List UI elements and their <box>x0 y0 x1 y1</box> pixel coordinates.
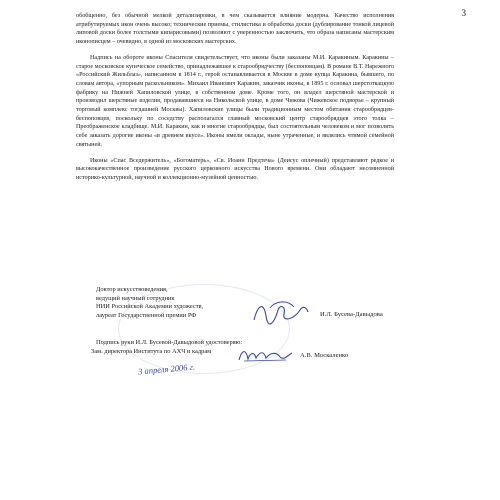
signer-institution: НИИ Российской Академии художеств, <box>96 303 204 310</box>
verification-line-2: Зам. директора Института по АХЧ и кадрам <box>91 348 212 355</box>
page-number: 3 <box>461 8 466 18</box>
signer-award: лауреат Государственной премии РФ <box>96 311 197 319</box>
document-body <box>76 12 394 190</box>
signer-name: И.Л. Бусева-Давыдова <box>320 311 383 318</box>
verifier-name: А.В. Москаленко <box>300 352 349 359</box>
handwritten-signature-1 <box>250 298 312 328</box>
paragraph-3: Иконы «Спас Вседержитель», «Богоматерь», «Св. Иоанн Предтеча» (Деисус оплечный) представляют редкое и высококачественное произведение русского церковного искусства Нового времени. Они обладают несомненной историко-культурной, научной и коллекционно-музейной ценностью. <box>76 157 394 181</box>
signer-position: ведущий научный сотрудник <box>96 294 175 302</box>
signer-degree: Доктор искусствоведения, <box>96 286 168 293</box>
handwritten-signature-2 <box>236 345 294 365</box>
handwritten-date: 3 апреля 2006 г. <box>137 361 196 377</box>
paragraph-2: Надпись на обороте иконы Спасителя свидетельствует, что иконы были заказаны М.И. Каракиным. Каракины – старое московское купеческое семейство, принадлежавшее к старообрядчеству (беспоповцам). В романе В.Т. Нарежного «Российский Жильблаз», написанном в 1814 г., герой останавливается в Москве в доме купца Каракина, бывшего, по словам автора, «упорным раскольником». Михаил Иванович Каракин, заказчик иконы, в 1895 г. основал шерстоткацкую фабрику на Нижней Хапиловской улице, в собственном доме. Кроме того, он владел шерстяной мастерской и производил шерстяные изделия, продававшиеся на Никольской улице, в доме Чижова (Чижевское подворье – крупный торговый комплекс тогдашней Москвы). Хапиловские улицы были традиционным местом обитания старообрядцев-беспоповцев, поскольку по соседству располагался главный московский центр старообрядцев этого толка – Преображенское кладбище. М.И. Каракин, как и многие старообрядцы, был состоятельным человеком и мог позволить себе заказать дорогие иконы «в древнем вкусе». Иконы имели оклады, ныне утраченные, и являлись чтимой семейной святыней. <box>76 54 394 148</box>
verification-line-1: Подпись руки И.Л. Бусевой-Давыдовой удостоверяю: <box>96 339 243 346</box>
paragraph-1: обобщенно, без обычной мелкой детализировки, в чем сказывается влияние модерна. Качество исполнения атрибутируемых икон очень высоко; технические приемы, стилистика и обработка доски (дублирование тонкой лицевой липовой доски более толстыми кипарисовыми) позволяют с уверенностью заключить, что образа написаны мастерским иконописцем – очевидно, в одной из московских мастерских. <box>76 13 394 46</box>
